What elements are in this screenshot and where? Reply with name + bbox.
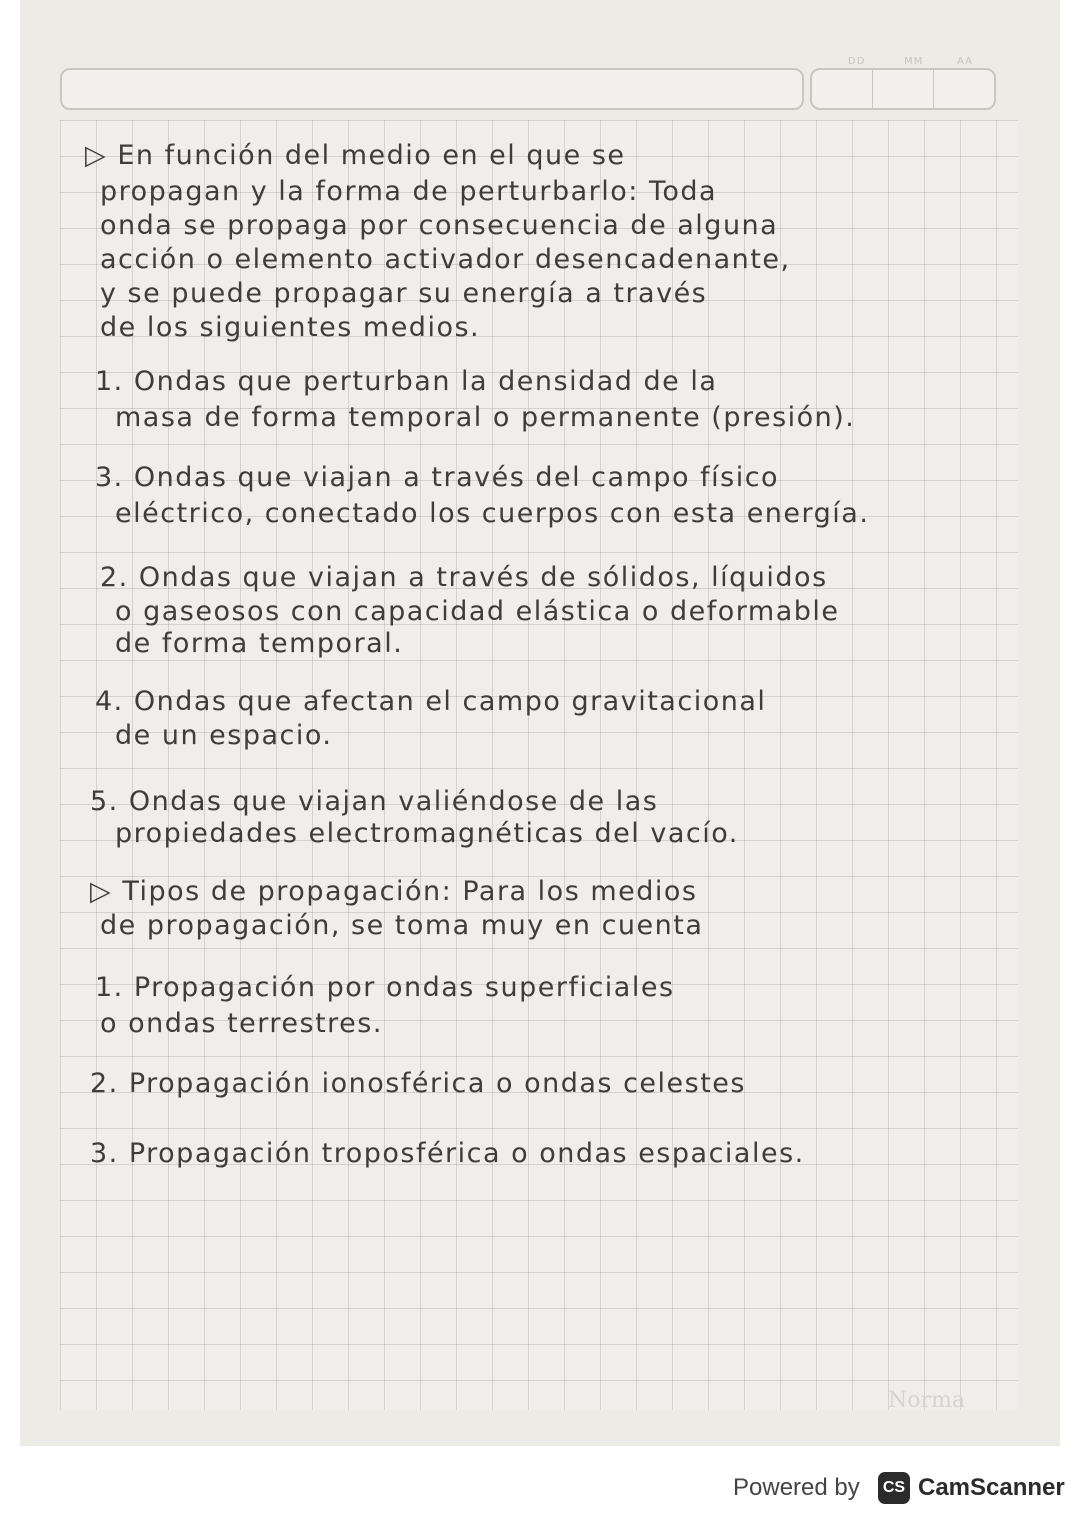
note-line: onda se propaga por consecuencia de alguna [100, 210, 779, 241]
note-line: de un espacio. [115, 720, 333, 751]
camscanner-logo-icon: CS [878, 1472, 910, 1504]
note-line: 4. Ondas que afectan el campo gravitacional [95, 686, 767, 717]
note-line: 3. Propagación troposférica o ondas espaciales. [90, 1138, 805, 1169]
date-label-day: DD [848, 56, 866, 67]
powered-by-label: Powered by [733, 1474, 860, 1501]
note-line: ▷ En función del medio en el que se [85, 140, 626, 171]
note-line: 2. Propagación ionosférica o ondas celestes [90, 1068, 746, 1099]
note-line: 5. Ondas que viajan valiéndose de las [90, 786, 659, 817]
notebook-brand-watermark: Norma [888, 1388, 965, 1413]
note-line: eléctrico, conectado los cuerpos con esta energía. [115, 498, 870, 529]
title-field-box [60, 68, 804, 110]
scanned-page [20, 0, 1060, 1446]
note-line: masa de forma temporal o permanente (presión). [115, 402, 856, 433]
note-line: 1. Propagación por ondas superficiales [95, 972, 675, 1003]
note-line: de los siguientes medios. [100, 312, 481, 343]
note-line: 2. Ondas que viajan a través de sólidos, líquidos [100, 562, 828, 593]
date-divider [933, 70, 934, 108]
note-line: de propagación, se toma muy en cuenta [100, 910, 704, 941]
date-field-box [810, 56, 996, 110]
note-line: o gaseosos con capacidad elástica o deformable [115, 596, 840, 627]
date-label-year: AA [957, 56, 973, 67]
note-line: acción o elemento activador desencadenante, [100, 244, 791, 275]
note-line: 3. Ondas que viajan a través del campo físico [95, 462, 780, 493]
date-label-month: MM [904, 56, 924, 67]
date-divider [872, 70, 873, 108]
note-line: de forma temporal. [115, 628, 404, 659]
note-line: o ondas terrestres. [100, 1008, 383, 1039]
note-line: ▷ Tipos de propagación: Para los medios [90, 876, 698, 907]
note-line: propagan y la forma de perturbarlo: Toda [100, 176, 718, 207]
camscanner-brand: CamScanner [918, 1474, 1065, 1501]
note-line: propiedades electromagnéticas del vacío. [115, 818, 739, 849]
note-line: y se puede propagar su energía a través [100, 278, 708, 309]
note-line: 1. Ondas que perturban la densidad de la [95, 366, 718, 397]
